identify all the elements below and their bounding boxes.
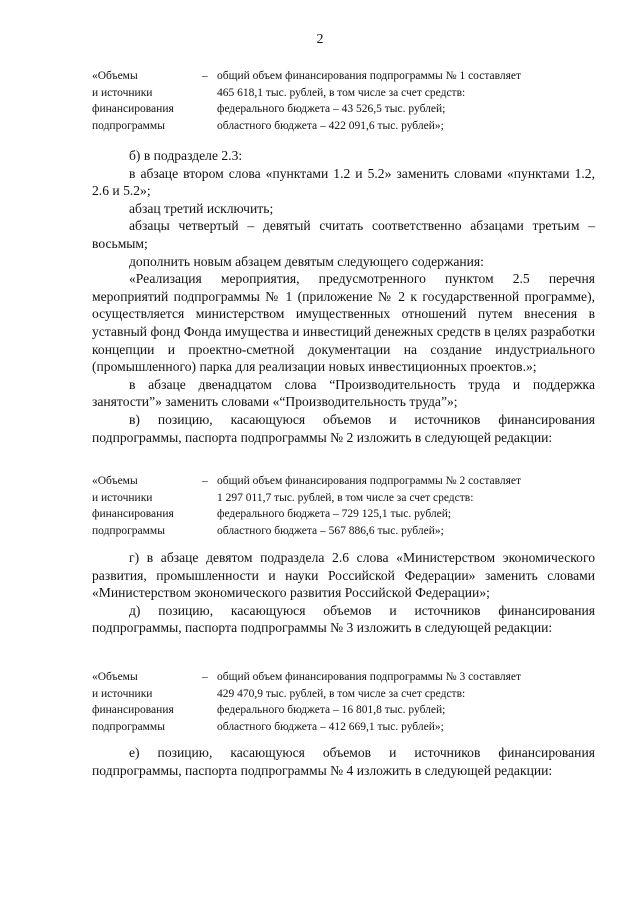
- block-label: «Объемы и источники финансирования подпрограммы: [92, 70, 174, 132]
- paragraph: е) позицию, касающуюся объемов и источников финансирования подпрограммы, паспорта подпрограммы № 4 изложить в следующей редакции:: [92, 745, 595, 778]
- block-label: «Объемы и источники финансирования подпрограммы: [92, 475, 174, 537]
- amendments-section-3: [92, 744, 595, 779]
- block-label: «Объемы и источники финансирования подпрограммы: [92, 671, 174, 733]
- paragraph: б) в подразделе 2.3:: [129, 148, 243, 163]
- block-values: общий объем финансирования подпрограммы № 2 составляет 1 297 011,7 тыс. рублей, в том числе за счет средств: федерального бюджета – 729 125,1 тыс. рублей; областного бюджета – 567 886,6 тыс. рублей»;: [217, 475, 522, 537]
- amendments-section-2: [92, 549, 595, 637]
- block-values: общий объем финансирования подпрограммы № 3 составляет 429 470,9 тыс. рублей, в том числе за счет средств: федерального бюджета – 16 801,8 тыс. рублей; областного бюджета – 412 669,1 тыс. рублей»;: [217, 671, 522, 733]
- block-dash: –: [202, 70, 208, 82]
- paragraph: в абзаце втором слова «пунктами 1.2 и 5.2» заменить словами «пунктами 1.2, 2.6 и 5.2»;: [92, 165, 595, 199]
- paragraph: г) в абзаце девятом подраздела 2.6 слова «Министерством экономического развития, промышленности и науки Российской Федерации» заменить словами «Министерством экономического развития Российской Федерации»;: [92, 550, 595, 601]
- paragraph: абзацы четвертый – девятый считать соответственно абзацами третьим – восьмым;: [92, 218, 595, 251]
- paragraph: абзац третий исключить;: [129, 200, 274, 216]
- financing-block-3: [92, 669, 595, 737]
- block-dash: –: [202, 671, 208, 683]
- paragraph: д) позицию, касающуюся объемов и источников финансирования подпрограммы, паспорта подпрограммы № 3 изложить в следующей редакции:: [92, 602, 595, 636]
- amendments-section-1: [92, 147, 595, 446]
- page-number: 2: [316, 32, 324, 47]
- paragraph: в абзаце двенадцатом слова “Производительность труда и поддержка занятости”» заменить словами «“Производительность труда”»;: [92, 376, 595, 410]
- paragraph: в) позицию, касающуюся объемов и источников финансирования подпрограммы, паспорта подпрограммы № 2 изложить в следующей редакции:: [92, 411, 595, 445]
- financing-block-2: [92, 473, 595, 541]
- paragraph: дополнить новым абзацем девятым следующего содержания:: [129, 253, 484, 269]
- block-dash: –: [202, 475, 208, 487]
- financing-block-1: [92, 68, 595, 136]
- block-values: общий объем финансирования подпрограммы № 1 составляет 465 618,1 тыс. рублей, в том числе за счет средств: федерального бюджета – 43 526,5 тыс. рублей; областного бюджета – 422 091,6 тыс. рублей»;: [217, 70, 522, 132]
- paragraph: «Реализация мероприятия, предусмотренного пунктом 2.5 перечня мероприятий подпрограммы № 1 (приложение № 2 к государственной программе), осуществляется министерством имущественных отношений путем внесения в уставный фонд Фонда имущества и инвестиций денежных средств в целях разработки концепции и проектно-сметной документации на создание индустриального (промышленного) парка для реализации новых инвестиционных проектов.»;: [92, 271, 595, 375]
